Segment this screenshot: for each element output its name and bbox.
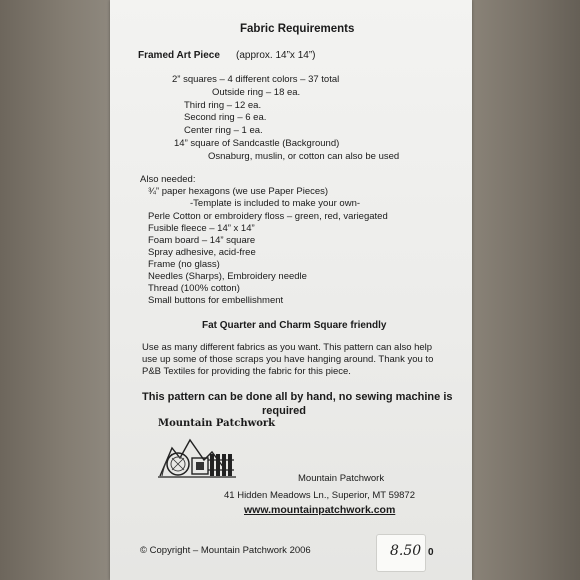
backdrop-right: [470, 0, 580, 580]
company-address: 41 Hidden Meadows Ln., Superior, MT 59872: [224, 490, 415, 501]
ring-line: Third ring – 12 ea.: [184, 100, 262, 111]
supply-item: Perle Cotton or embroidery floss – green, red, variegated: [148, 211, 388, 222]
friendly-heading: Fat Quarter and Charm Square friendly: [202, 320, 387, 331]
price-sticker-text: 8.50: [390, 543, 422, 559]
supply-item: Thread (100% cotton): [148, 283, 240, 294]
hexagon-line: ¾” paper hexagons (we use Paper Pieces): [148, 186, 329, 197]
background-square-line: 14” square of Sandcastle (Background): [174, 138, 340, 149]
website-link[interactable]: www.mountainpatchwork.com: [244, 504, 396, 516]
ring-line: Center ring – 1 ea.: [184, 125, 263, 136]
copyright-line: © Copyright – Mountain Patchwork 2006: [140, 545, 311, 556]
hand-note: required: [262, 405, 307, 417]
trailing-character: 0: [428, 547, 434, 558]
backdrop-left: [0, 0, 110, 580]
squares-line: 2” squares – 4 different colors – 37 total: [172, 74, 340, 85]
background-alt-line: Osnaburg, muslin, or cotton can also be used: [208, 151, 400, 162]
also-needed-label: Also needed:: [140, 174, 196, 185]
ring-line: Outside ring – 18 ea.: [212, 87, 301, 98]
template-note: -Template is included to make your own-: [190, 198, 361, 209]
paragraph-line: P&B Textiles for providing the fabric for this piece.: [142, 366, 351, 377]
piece-size: (approx. 14”x 14”): [236, 50, 316, 61]
hand-note: This pattern can be done all by hand, no sewing machine is: [142, 391, 453, 403]
supply-item: Frame (no glass): [148, 259, 220, 270]
paragraph-line: Use as many different fabrics as you want. This pattern can also help: [142, 342, 433, 353]
supply-item: Foam board – 14” square: [148, 235, 256, 246]
doc-title: Fabric Requirements: [240, 23, 355, 35]
logo-wordmark: Mountain Patchwork: [158, 418, 276, 429]
supply-item: Needles (Sharps), Embroidery needle: [148, 271, 307, 282]
supply-item: Spray adhesive, acid-free: [148, 247, 256, 258]
ring-line: Second ring – 6 ea.: [184, 112, 267, 123]
supply-item: Small buttons for embellishment: [148, 295, 284, 306]
supply-item: Fusible fleece – 14” x 14”: [148, 223, 255, 234]
company-name: Mountain Patchwork: [298, 473, 385, 484]
piece-label: Framed Art Piece: [138, 50, 220, 61]
pattern-sheet: [110, 0, 472, 580]
paragraph-line: use up some of those scraps you have hanging around. Thank you to: [142, 354, 434, 365]
logo-mountain-cabin-icon: [158, 430, 238, 480]
